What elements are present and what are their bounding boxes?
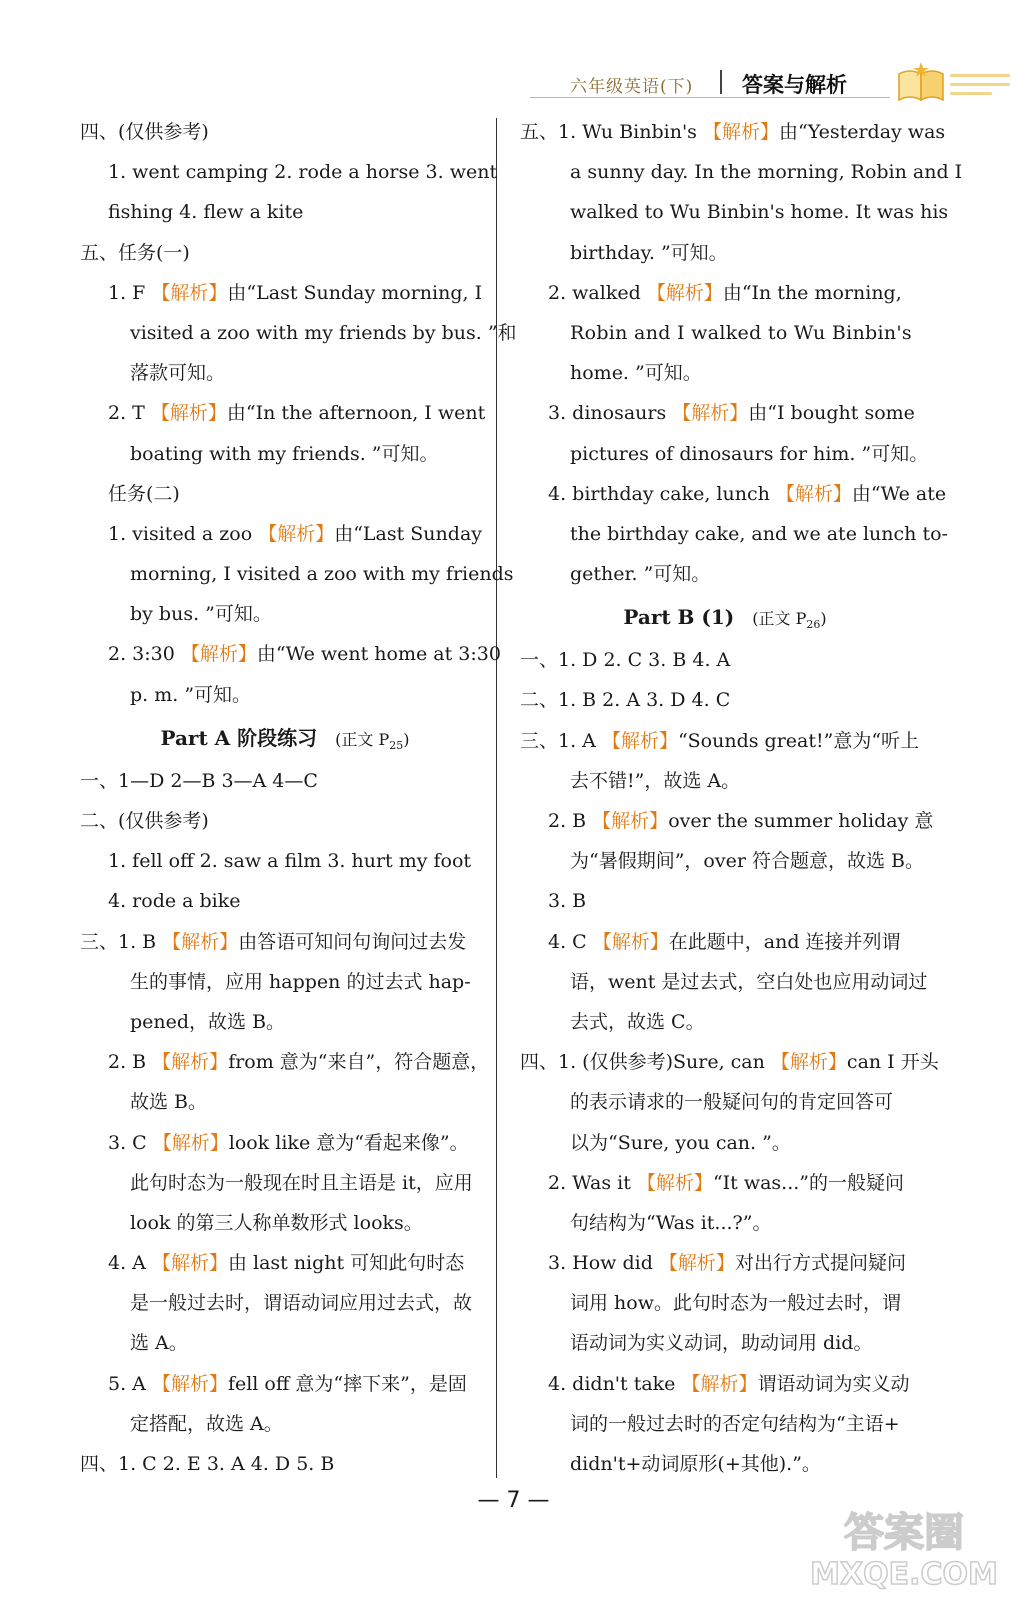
svg-text:MXQE.COM: MXQE.COM [810, 1557, 998, 1592]
explanation-line: Robin and I walked to Wu Binbin's [570, 321, 912, 344]
explanation-line: 以为“Sure, you can. ”。 [570, 1131, 791, 1154]
explanation-line: morning, I visited a zoo with my friends [130, 563, 514, 586]
answer-line: 2. B 【解析】over the summer holiday 意 [548, 810, 934, 832]
analysis-tag: 【解析】 [151, 1372, 228, 1395]
answer-line: 一、1. D 2. C 3. B 4. A [520, 649, 731, 672]
answer-line: 1. visited a zoo 【解析】由“Last Sunday [108, 522, 483, 545]
answer-line: 三、1. B 【解析】由答语可知问句询问过去发 [80, 930, 467, 953]
answer-line: 四、1. (仅供参考)Sure, can 【解析】can I 开头 [520, 1051, 939, 1074]
answer-line: 3. B [548, 890, 587, 913]
analysis-tag: 【解析】 [258, 522, 335, 545]
analysis-tag: 【解析】 [646, 281, 723, 304]
explanation-line: 此句时态为一般现在时且主语是 it，应用 [130, 1171, 473, 1194]
explanation-line: 语动词为实义动词，助动词用 did。 [570, 1332, 873, 1355]
analysis-tag: 【解析】 [672, 402, 749, 425]
analysis-tag: 【解析】 [658, 1252, 735, 1275]
analysis-tag: 【解析】 [775, 482, 852, 505]
answer-line: 五、1. Wu Binbin's 【解析】由“Yesterday was [520, 121, 946, 143]
header-decoration [950, 74, 1010, 101]
explanation-line: 去式，故选 C。 [570, 1010, 705, 1033]
explanation-line: 落款可知。 [130, 362, 226, 385]
answer-line: 4. C 【解析】在此题中，and 连接并列谓 [548, 930, 901, 953]
explanation-line: 故选 B。 [130, 1091, 208, 1114]
answer-line: 3. dinosaurs 【解析】由“I bought some [548, 402, 915, 425]
header-separator [720, 70, 722, 94]
left-column [80, 112, 517, 1484]
answer-line: 4. A 【解析】由 last night 可知此句时态 [108, 1252, 465, 1275]
explanation-line: 词的一般过去时的否定句结构为“主语+ [570, 1412, 900, 1435]
explanation-line: pened，故选 B。 [130, 1010, 286, 1033]
answer-line: 4. birthday cake, lunch 【解析】由“We ate [548, 482, 947, 505]
analysis-tag: 【解析】 [152, 1131, 229, 1154]
section-heading: 任务(二) [108, 482, 180, 505]
explanation-line: walked to Wu Binbin's home. It was his [570, 201, 949, 224]
page-header [520, 60, 1020, 105]
analysis-tag: 【解析】 [592, 810, 669, 832]
explanation-line: boating with my friends. ”可知。 [130, 442, 439, 465]
section-heading: 二、(仅供参考) [80, 810, 209, 832]
analysis-tag: 【解析】 [636, 1171, 713, 1194]
analysis-tag: 【解析】 [770, 1051, 847, 1074]
answer-line: 三、1. A 【解析】“Sounds great!”意为“听上 [520, 729, 920, 752]
answer-line: 2. B 【解析】from 意为“来自”，符合题意， [108, 1051, 490, 1074]
explanation-line: 语，went 是过去式，空白处也应用动词过 [570, 970, 928, 993]
analysis-tag: 【解析】 [151, 281, 228, 304]
answer-line: 5. A 【解析】fell off 意为“摔下来”，是固 [108, 1372, 467, 1395]
section-heading: 五、任务(一) [80, 241, 190, 264]
watermark-logo [799, 1502, 1009, 1592]
header-subtitle: 六年级英语(下) [570, 77, 694, 97]
explanation-line: birthday. ”可知。 [570, 241, 728, 264]
explanation-line: 是一般过去时，谓语动词应用过去式，故 [130, 1292, 473, 1315]
explanation-line: a sunny day. In the morning, Robin and I [570, 161, 963, 184]
answer-line: 3. C 【解析】look like 意为“看起来像”。 [108, 1131, 469, 1154]
answer-line: 1. fell off 2. saw a film 3. hurt my foot [108, 850, 472, 873]
explanation-line: 词用 how。此句时态为一般过去时，谓 [570, 1292, 901, 1315]
explanation-line: 的表示请求的一般疑问句的肯定回答可 [570, 1091, 894, 1114]
explanation-line: 为“暑假期间”，over 符合题意，故选 B。 [570, 850, 924, 873]
answer-line: 一、1—D 2—B 3—A 4—C [80, 769, 318, 792]
right-column [520, 112, 963, 1484]
explanation-line: home. ”可知。 [570, 362, 702, 385]
answer-line: 4. didn't take 【解析】谓语动词为实义动 [548, 1372, 910, 1395]
analysis-tag: 【解析】 [601, 729, 678, 752]
explanation-line: pictures of dinosaurs for him. ”可知。 [570, 442, 929, 465]
explanation-line: 去不错!”，故选 A。 [570, 769, 741, 792]
explanation-line: 句结构为“Was it...?”。 [570, 1211, 772, 1234]
section-title-part-a: Part A 阶段练习 (正文 $P_{25}$) [160, 725, 410, 752]
answer-line: 4. rode a bike [108, 890, 241, 913]
explanation-line: gether. ”可知。 [570, 563, 711, 586]
page-number: — 7 — [477, 1488, 550, 1513]
answer-line: 1. F 【解析】由“Last Sunday morning, I [108, 281, 483, 304]
section-heading: 四、(仅供参考) [80, 121, 209, 143]
explanation-line: didn't+动词原形(+其他).”。 [570, 1453, 821, 1475]
explanation-line: 生的事情，应用 happen 的过去式 hap- [130, 970, 471, 993]
answer-line: 2. walked 【解析】由“In the morning, [548, 281, 902, 304]
analysis-tag: 【解析】 [162, 930, 239, 953]
answer-line: 二、1. B 2. A 3. D 4. C [520, 689, 731, 712]
explanation-line: 选 A。 [130, 1332, 188, 1355]
analysis-tag: 【解析】 [180, 643, 257, 666]
header-rule [530, 97, 890, 98]
analysis-tag: 【解析】 [150, 402, 227, 425]
section-title-part-b: Part B (1) (正文 $P_{26}$) [623, 605, 827, 632]
open-book-icon [895, 60, 947, 105]
analysis-tag: 【解析】 [152, 1051, 229, 1074]
answer-line: 四、1. C 2. E 3. A 4. D 5. B [80, 1453, 335, 1475]
answer-line: 2. T 【解析】由“In the afternoon, I went [108, 402, 486, 425]
explanation-line: visited a zoo with my friends by bus. ”和 [130, 321, 517, 344]
answer-line: 2. Was it 【解析】“It was...”的一般疑问 [548, 1171, 905, 1194]
analysis-tag: 【解析】 [681, 1372, 758, 1395]
explanation-line: look 的第三人称单数形式 looks。 [130, 1211, 423, 1234]
svg-text:答案圈: 答案圈 [844, 1510, 964, 1556]
answer-line: 2. 3:30 【解析】由“We went home at 3:30 [108, 643, 501, 666]
explanation-line: the birthday cake, and we ate lunch to- [570, 522, 948, 545]
analysis-tag: 【解析】 [702, 121, 779, 143]
answer-line: fishing 4. flew a kite [108, 201, 304, 224]
analysis-tag: 【解析】 [151, 1252, 228, 1275]
explanation-line: p. m. ”可知。 [130, 683, 252, 706]
header-title: 答案与解析 [742, 73, 847, 97]
explanation-line: by bus. ”可知。 [130, 603, 272, 626]
explanation-line: 定搭配，故选 A。 [130, 1412, 283, 1435]
answer-line: 1. went camping 2. rode a horse 3. went [108, 161, 498, 184]
answer-line: 3. How did 【解析】对出行方式提问疑问 [548, 1252, 906, 1275]
analysis-tag: 【解析】 [592, 930, 669, 953]
